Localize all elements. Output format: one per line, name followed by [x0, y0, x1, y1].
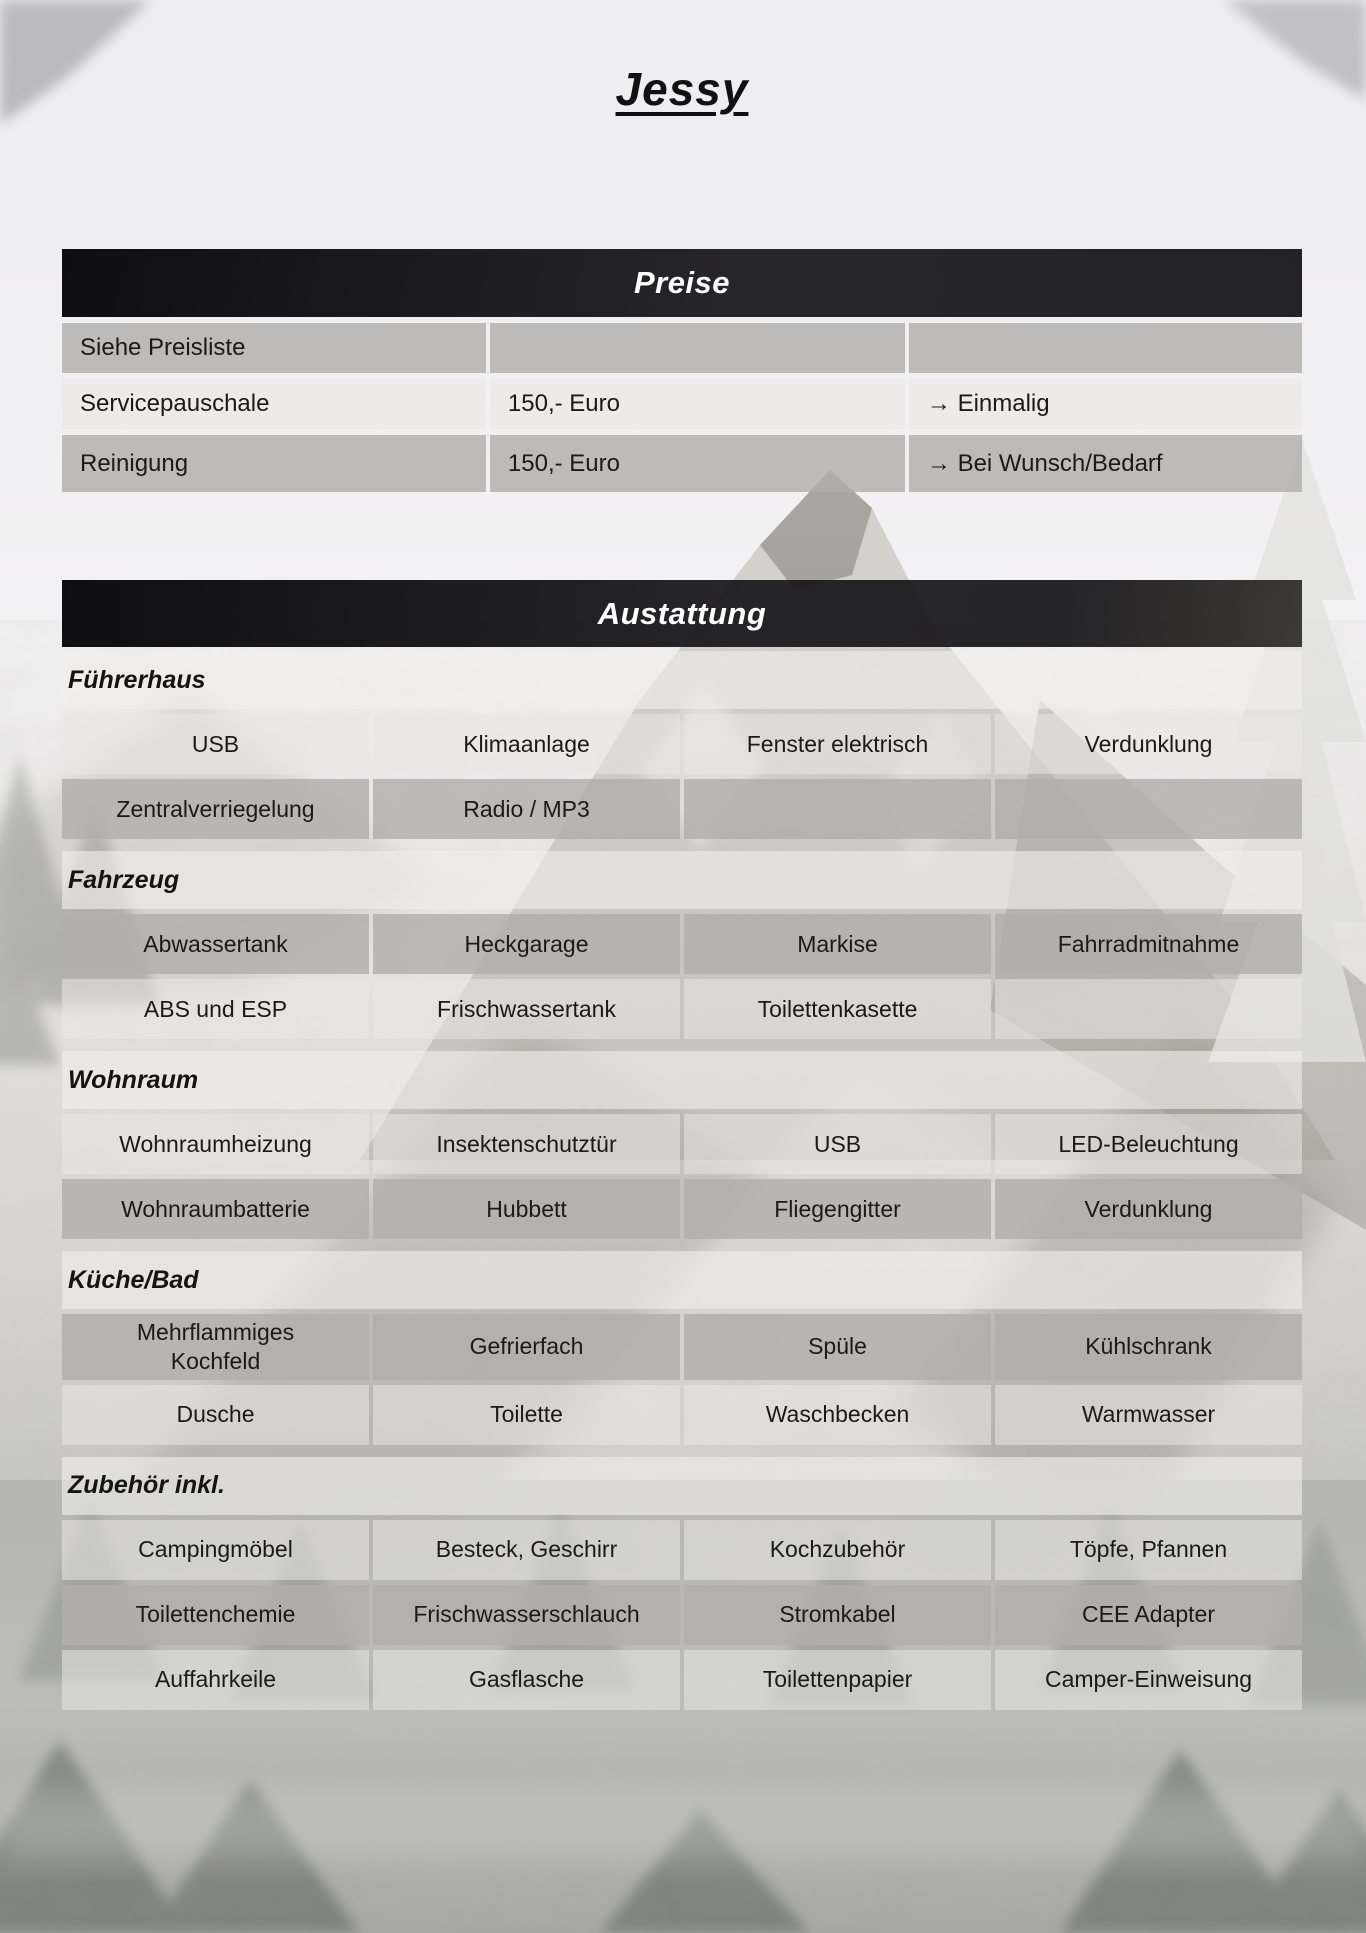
table-row [62, 1585, 1302, 1645]
section-title: Wohnraum [62, 1051, 1302, 1109]
table-row [62, 714, 1302, 774]
section-title: Zubehör inkl. [62, 1457, 1302, 1515]
table-row [62, 1385, 1302, 1445]
table-cell: Stromkabel [684, 1585, 991, 1645]
table-cell: USB [684, 1114, 991, 1174]
table-row [62, 379, 1302, 429]
table-cell: → Einmalig [909, 379, 1302, 429]
table-row [62, 979, 1302, 1039]
table-cell: Frischwassertank [373, 979, 680, 1039]
table-cell: Abwassertank [62, 914, 369, 974]
table-cell: Töpfe, Pfannen [995, 1520, 1302, 1580]
table-cell: Reinigung [62, 435, 486, 492]
table-cell: → Bei Wunsch/Bedarf [909, 435, 1302, 492]
table-cell [995, 779, 1302, 839]
table-cell: USB [62, 714, 369, 774]
table-cell: Gefrierfach [373, 1314, 680, 1380]
table-cell: Siehe Preisliste [62, 323, 486, 373]
equipment-table [62, 651, 1302, 1710]
table-cell: Hubbett [373, 1179, 680, 1239]
table-cell: Fenster elektrisch [684, 714, 991, 774]
table-cell: Kochzubehör [684, 1520, 991, 1580]
table-cell: CEE Adapter [995, 1585, 1302, 1645]
table-cell: Dusche [62, 1385, 369, 1445]
section-zubehoer [62, 1457, 1302, 1710]
section-title: Führerhaus [62, 651, 1302, 709]
table-cell: Gasflasche [373, 1650, 680, 1710]
table-cell [490, 323, 905, 373]
table-cell: Zentralverriegelung [62, 779, 369, 839]
table-cell [684, 779, 991, 839]
section-kueche-bad [62, 1251, 1302, 1445]
table-cell: Frischwasserschlauch [373, 1585, 680, 1645]
section-wohnraum [62, 1051, 1302, 1239]
table-row [62, 779, 1302, 839]
table-cell: Verdunklung [995, 714, 1302, 774]
section-fahrzeug [62, 851, 1302, 1039]
table-row [62, 914, 1302, 974]
section-fuehrerhaus [62, 651, 1302, 839]
table-row [62, 435, 1302, 492]
table-cell-text: Mehrflammiges Kochfeld [136, 1319, 295, 1374]
page-title: Jessy [615, 63, 749, 115]
table-cell: Campingmöbel [62, 1520, 369, 1580]
table-row [62, 1179, 1302, 1239]
table-cell: Camper-Einweisung [995, 1650, 1302, 1710]
table-cell: ABS und ESP [62, 979, 369, 1039]
section-title: Fahrzeug [62, 851, 1302, 909]
table-cell: Heckgarage [373, 914, 680, 974]
table-cell [995, 979, 1302, 1039]
table-cell: LED-Beleuchtung [995, 1114, 1302, 1174]
price-section-title: Preise [633, 265, 731, 300]
table-cell: 150,- Euro [490, 435, 905, 492]
table-row [62, 323, 1302, 373]
table-row [62, 1314, 1302, 1380]
table-cell: Kühlschrank [995, 1314, 1302, 1380]
equipment-section-title: Austattung [597, 595, 767, 631]
price-table [62, 323, 1302, 492]
table-cell: Wohnraumheizung [62, 1114, 369, 1174]
table-cell: Besteck, Geschirr [373, 1520, 680, 1580]
table-cell [909, 323, 1302, 373]
table-cell: Servicepauschale [62, 379, 486, 429]
table-cell: 150,- Euro [490, 379, 905, 429]
table-cell: Toilette [373, 1385, 680, 1445]
table-cell: Fahrradmitnahme [995, 914, 1302, 974]
table-cell: Waschbecken [684, 1385, 991, 1445]
table-cell: Auffahrkeile [62, 1650, 369, 1710]
table-row [62, 1520, 1302, 1580]
section-title: Küche/Bad [62, 1251, 1302, 1309]
table-row [62, 1650, 1302, 1710]
table-cell: Toilettenkasette [684, 979, 991, 1039]
table-cell: Warmwasser [995, 1385, 1302, 1445]
equipment-section-header-bar [62, 580, 1302, 647]
table-cell: Verdunklung [995, 1179, 1302, 1239]
table-cell: Wohnraumbatterie [62, 1179, 369, 1239]
table-cell: Spüle [684, 1314, 991, 1380]
table-cell: Radio / MP3 [373, 779, 680, 839]
table-cell: Fliegengitter [684, 1179, 991, 1239]
table-cell: Toilettenpapier [684, 1650, 991, 1710]
price-section-header-bar [62, 249, 1302, 317]
page-content [62, 0, 1302, 1710]
table-cell [62, 1314, 369, 1380]
table-cell: Insektenschutztür [373, 1114, 680, 1174]
table-cell: Klimaanlage [373, 714, 680, 774]
table-row [62, 1114, 1302, 1174]
table-cell: Toilettenchemie [62, 1585, 369, 1645]
table-cell: Markise [684, 914, 991, 974]
